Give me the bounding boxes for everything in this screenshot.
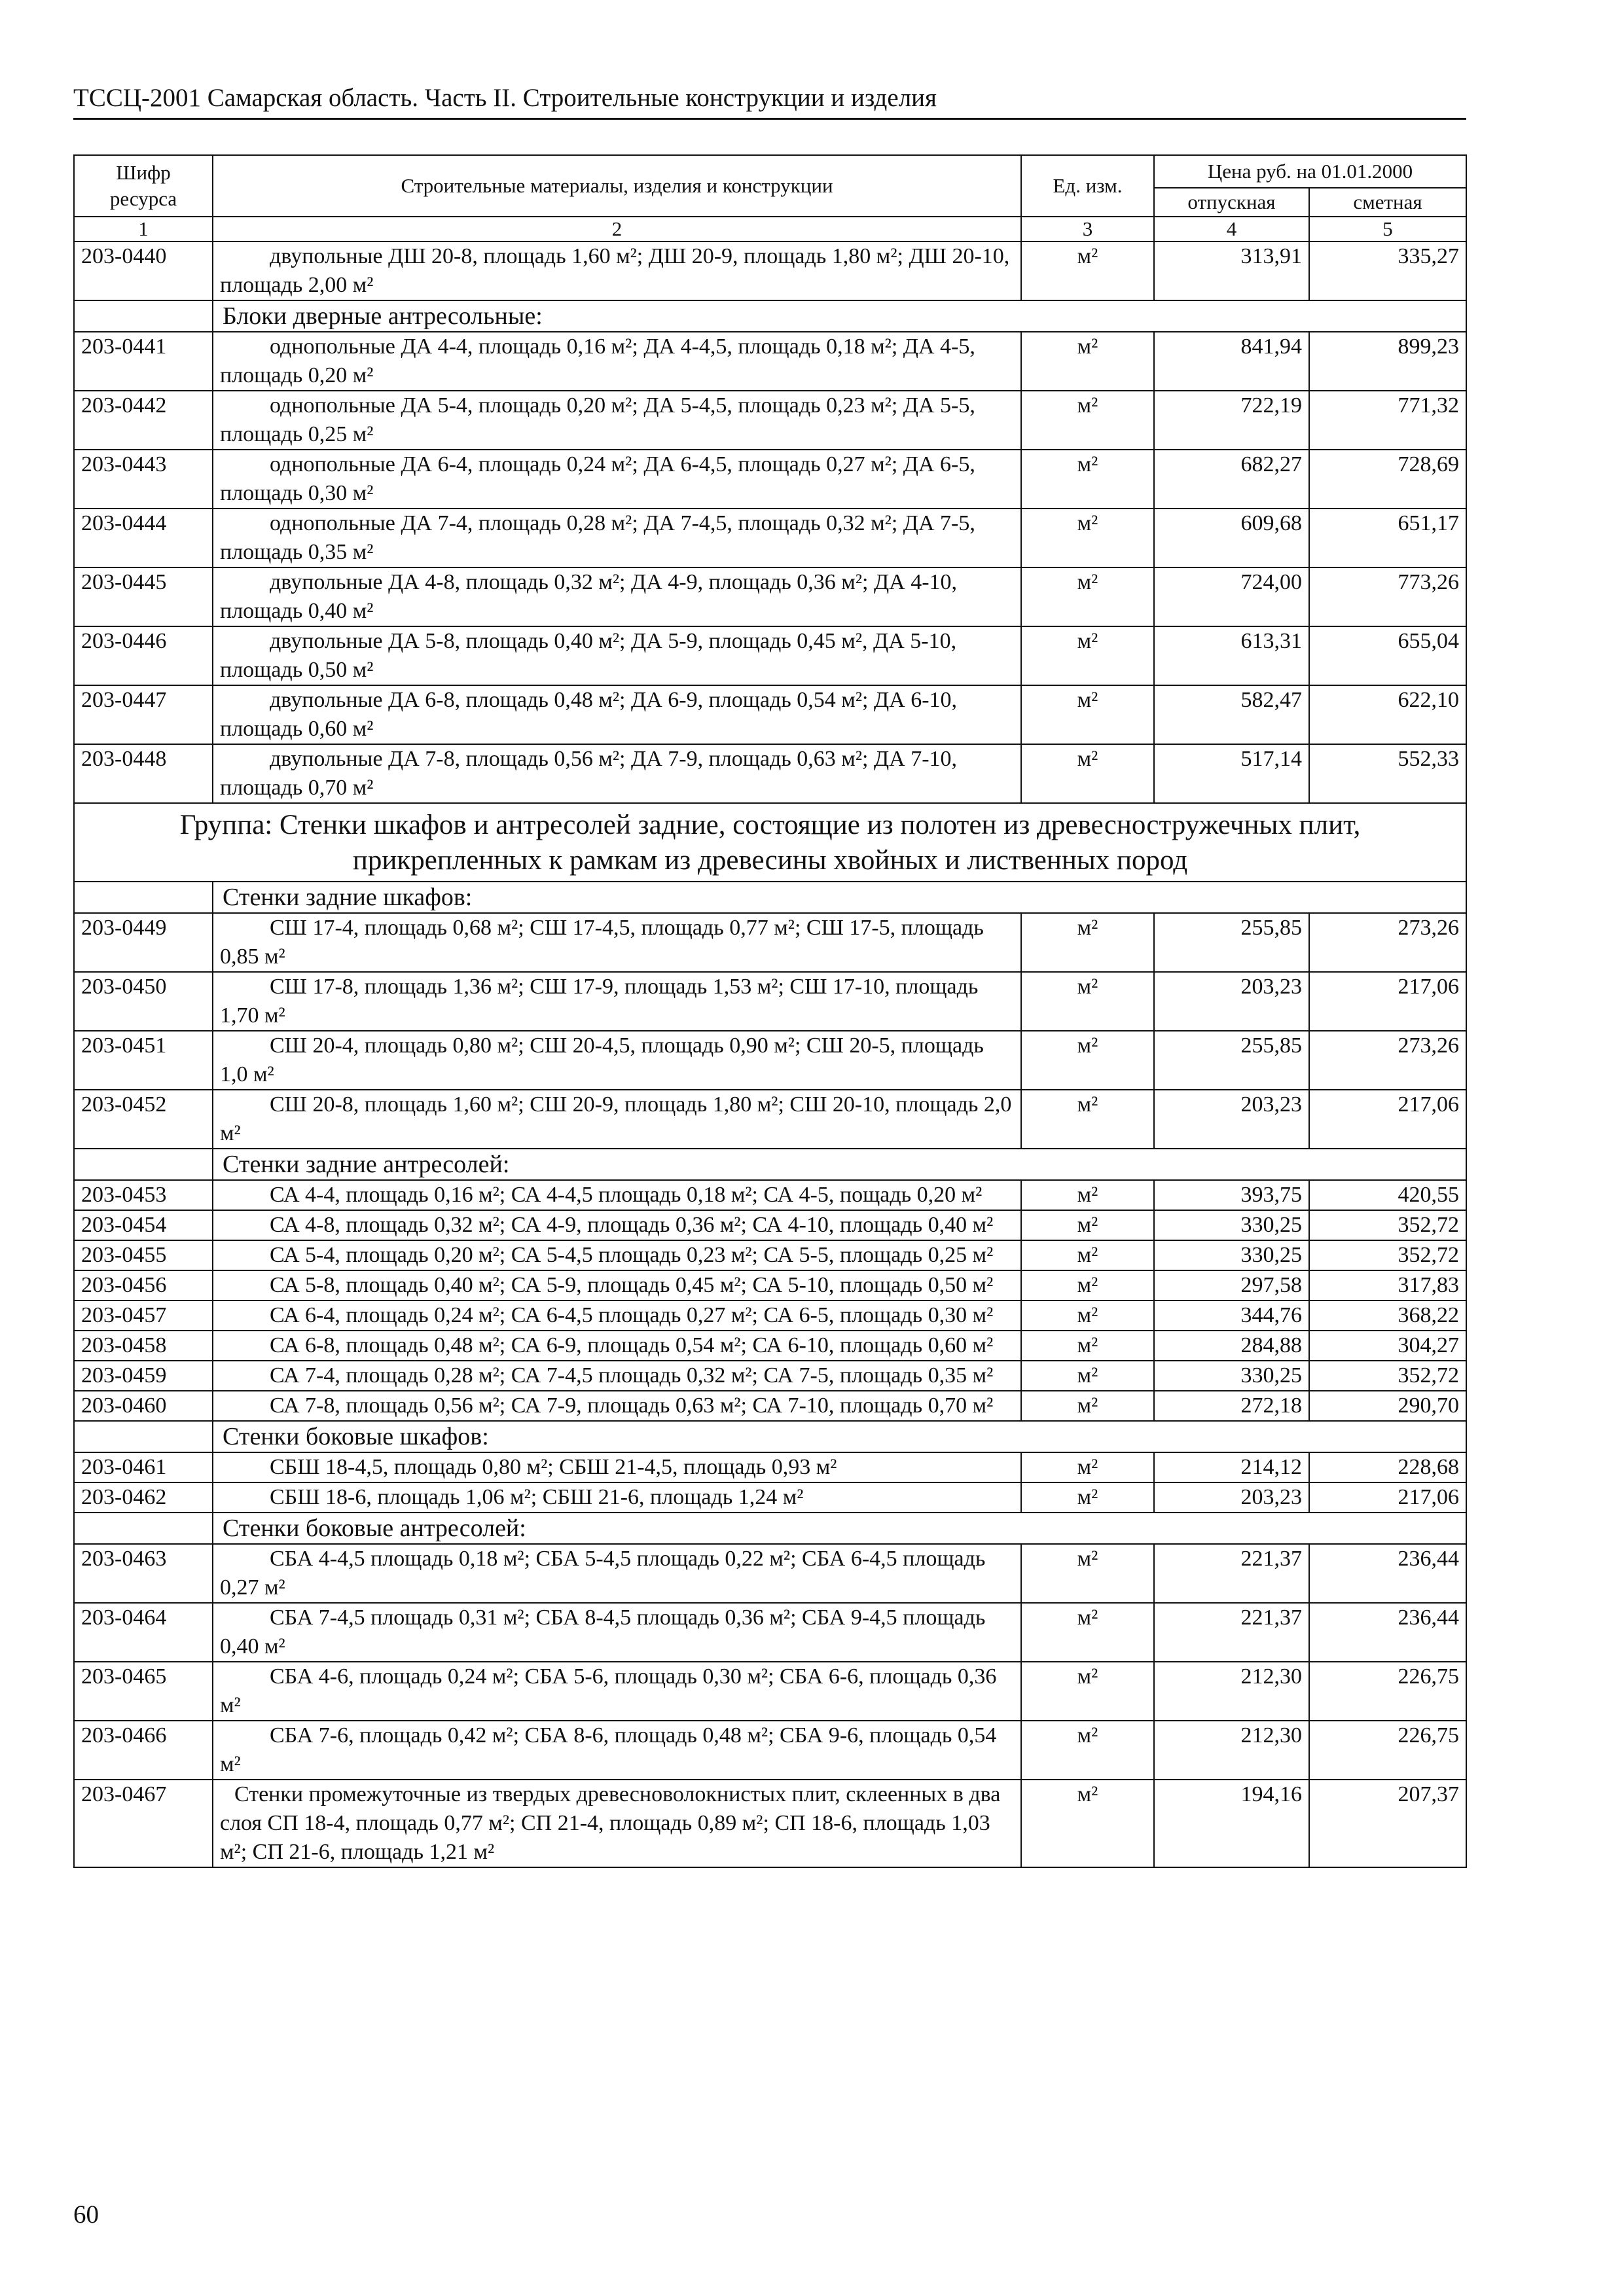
subheading-label: Стенки задние антресолей: — [213, 1149, 1466, 1180]
subheading-code-cell — [74, 1149, 213, 1180]
resource-code: 203-0445 — [74, 567, 213, 626]
estimate-price: 352,72 — [1309, 1240, 1466, 1270]
unit-of-measure: м² — [1021, 1361, 1154, 1391]
resource-description: СА 7-8, площадь 0,56 м²; СА 7-9, площадь 0,63 м²; СА 7-10, площадь 0,70 м² — [213, 1391, 1021, 1421]
header-release-price: отпускная — [1154, 188, 1309, 217]
estimate-price: 304,27 — [1309, 1331, 1466, 1361]
unit-of-measure: м² — [1021, 450, 1154, 509]
estimate-price: 622,10 — [1309, 685, 1466, 744]
resource-description: двупольные ДШ 20-8, площадь 1,60 м²; ДШ 20-9, площадь 1,80 м²; ДШ 20-10, площадь 2,00 м² — [213, 242, 1021, 300]
release-price: 284,88 — [1154, 1331, 1309, 1361]
resource-code: 203-0467 — [74, 1780, 213, 1867]
resource-code: 203-0462 — [74, 1482, 213, 1513]
header-price: Цена руб. на 01.01.2000 — [1154, 155, 1466, 188]
unit-of-measure: м² — [1021, 1603, 1154, 1662]
table-row — [74, 509, 1466, 567]
unit-of-measure: м² — [1021, 1180, 1154, 1210]
unit-of-measure: м² — [1021, 1452, 1154, 1482]
table-row — [74, 1300, 1466, 1331]
resource-code: 203-0459 — [74, 1361, 213, 1391]
resource-code: 203-0461 — [74, 1452, 213, 1482]
table-row — [74, 1603, 1466, 1662]
estimate-price: 352,72 — [1309, 1210, 1466, 1240]
subheading-row — [74, 1513, 1466, 1544]
unit-of-measure: м² — [1021, 1662, 1154, 1721]
resource-code: 203-0452 — [74, 1090, 213, 1149]
page-header — [73, 84, 1466, 120]
resource-code: 203-0458 — [74, 1331, 213, 1361]
table-row — [74, 1270, 1466, 1300]
release-price: 212,30 — [1154, 1721, 1309, 1780]
header-unit: Ед. изм. — [1021, 155, 1154, 217]
resource-code: 203-0464 — [74, 1603, 213, 1662]
release-price: 841,94 — [1154, 332, 1309, 391]
resource-description: СБА 4-6, площадь 0,24 м²; СБА 5-6, площадь 0,30 м²; СБА 6-6, площадь 0,36 м² — [213, 1662, 1021, 1721]
release-price: 313,91 — [1154, 242, 1309, 300]
unit-of-measure: м² — [1021, 1240, 1154, 1270]
release-price: 682,27 — [1154, 450, 1309, 509]
estimate-price: 651,17 — [1309, 509, 1466, 567]
resource-description: двупольные ДА 5-8, площадь 0,40 м²; ДА 5-9, площадь 0,45 м², ДА 5-10, площадь 0,50 м² — [213, 626, 1021, 685]
table-row — [74, 1090, 1466, 1149]
resource-code: 203-0453 — [74, 1180, 213, 1210]
unit-of-measure: м² — [1021, 567, 1154, 626]
resource-code: 203-0444 — [74, 509, 213, 567]
unit-of-measure: м² — [1021, 626, 1154, 685]
resource-code: 203-0441 — [74, 332, 213, 391]
subheading-label: Стенки боковые антресолей: — [213, 1513, 1466, 1544]
resource-description: СБА 7-4,5 площадь 0,31 м²; СБА 8-4,5 площадь 0,36 м²; СБА 9-4,5 площадь 0,40 м² — [213, 1603, 1021, 1662]
header-row — [74, 155, 1466, 188]
estimate-price: 352,72 — [1309, 1361, 1466, 1391]
resource-description: СШ 20-8, площадь 1,60 м²; СШ 20-9, площадь 1,80 м²; СШ 20-10, площадь 2,0 м² — [213, 1090, 1021, 1149]
page-number: 60 — [73, 2200, 99, 2229]
estimate-price: 420,55 — [1309, 1180, 1466, 1210]
estimate-price: 273,26 — [1309, 913, 1466, 972]
page-title: ТССЦ-2001 Самарская область. Часть II. Строительные конструкции и изделия — [73, 84, 937, 112]
unit-of-measure: м² — [1021, 1090, 1154, 1149]
subheading-label: Стенки задние шкафов: — [213, 882, 1466, 913]
release-price: 609,68 — [1154, 509, 1309, 567]
release-price: 203,23 — [1154, 1090, 1309, 1149]
resource-description: Стенки промежуточные из твердых древесноволокнистых плит, склеенных в два слоя СП 18-4, площадь 0,77 м²; СП 21-4, площадь 0,89 м²; СП 18-6, площадь 1,03 м²; СП 21-6, площадь 1,21 м² — [213, 1780, 1021, 1867]
subheading-row — [74, 1421, 1466, 1452]
subheading-code-cell — [74, 1513, 213, 1544]
unit-of-measure: м² — [1021, 1391, 1154, 1421]
table-row — [74, 972, 1466, 1031]
unit-of-measure: м² — [1021, 1300, 1154, 1331]
unit-of-measure: м² — [1021, 1331, 1154, 1361]
release-price: 330,25 — [1154, 1361, 1309, 1391]
unit-of-measure: м² — [1021, 391, 1154, 450]
resource-code: 203-0446 — [74, 626, 213, 685]
column-number: 3 — [1021, 217, 1154, 242]
unit-of-measure: м² — [1021, 744, 1154, 803]
unit-of-measure: м² — [1021, 509, 1154, 567]
unit-of-measure: м² — [1021, 1544, 1154, 1603]
unit-of-measure: м² — [1021, 1210, 1154, 1240]
estimate-price: 290,70 — [1309, 1391, 1466, 1421]
resource-code: 203-0443 — [74, 450, 213, 509]
table-row — [74, 1721, 1466, 1780]
unit-of-measure: м² — [1021, 1482, 1154, 1513]
resource-code: 203-0460 — [74, 1391, 213, 1421]
estimate-price: 552,33 — [1309, 744, 1466, 803]
release-price: 203,23 — [1154, 972, 1309, 1031]
release-price: 221,37 — [1154, 1544, 1309, 1603]
subheading-row — [74, 1149, 1466, 1180]
estimate-price: 273,26 — [1309, 1031, 1466, 1090]
unit-of-measure: м² — [1021, 332, 1154, 391]
table-row — [74, 1780, 1466, 1867]
table-row — [74, 1452, 1466, 1482]
table-body — [74, 242, 1466, 1867]
release-price: 517,14 — [1154, 744, 1309, 803]
unit-of-measure: м² — [1021, 1031, 1154, 1090]
table-row — [74, 450, 1466, 509]
release-price: 330,25 — [1154, 1240, 1309, 1270]
resource-description: СА 6-4, площадь 0,24 м²; СА 6-4,5 площадь 0,27 м²; СА 6-5, площадь 0,30 м² — [213, 1300, 1021, 1331]
resource-description: СБШ 18-4,5, площадь 0,80 м²; СБШ 21-4,5, площадь 0,93 м² — [213, 1452, 1021, 1482]
resource-description: однопольные ДА 7-4, площадь 0,28 м²; ДА 7-4,5, площадь 0,32 м²; ДА 7-5, площадь 0,35 м² — [213, 509, 1021, 567]
column-number-row — [74, 217, 1466, 242]
unit-of-measure: м² — [1021, 913, 1154, 972]
unit-of-measure: м² — [1021, 242, 1154, 300]
estimate-price: 317,83 — [1309, 1270, 1466, 1300]
group-heading-row — [74, 803, 1466, 882]
release-price: 582,47 — [1154, 685, 1309, 744]
release-price: 212,30 — [1154, 1662, 1309, 1721]
estimate-price: 899,23 — [1309, 332, 1466, 391]
release-price: 297,58 — [1154, 1270, 1309, 1300]
resource-code: 203-0457 — [74, 1300, 213, 1331]
resource-description: однопольные ДА 6-4, площадь 0,24 м²; ДА 6-4,5, площадь 0,27 м²; ДА 6-5, площадь 0,30 м² — [213, 450, 1021, 509]
resource-code: 203-0447 — [74, 685, 213, 744]
unit-of-measure: м² — [1021, 1721, 1154, 1780]
table-row — [74, 1662, 1466, 1721]
header-name: Строительные материалы, изделия и конструкции — [213, 155, 1021, 217]
resource-description: СА 4-4, площадь 0,16 м²; СА 4-4,5 площадь 0,18 м²; СА 4-5, пощадь 0,20 м² — [213, 1180, 1021, 1210]
table-row — [74, 567, 1466, 626]
table-row — [74, 1482, 1466, 1513]
resource-code: 203-0440 — [74, 242, 213, 300]
resource-code: 203-0451 — [74, 1031, 213, 1090]
release-price: 272,18 — [1154, 1391, 1309, 1421]
resource-description: СА 4-8, площадь 0,32 м²; СА 4-9, площадь 0,36 м²; СА 4-10, площадь 0,40 м² — [213, 1210, 1021, 1240]
release-price: 330,25 — [1154, 1210, 1309, 1240]
release-price: 194,16 — [1154, 1780, 1309, 1867]
estimate-price: 226,75 — [1309, 1721, 1466, 1780]
unit-of-measure: м² — [1021, 1270, 1154, 1300]
resource-code: 203-0450 — [74, 972, 213, 1031]
resource-code: 203-0454 — [74, 1210, 213, 1240]
table-row — [74, 685, 1466, 744]
resource-code: 203-0465 — [74, 1662, 213, 1721]
table-row — [74, 332, 1466, 391]
unit-of-measure: м² — [1021, 1780, 1154, 1867]
estimate-price: 217,06 — [1309, 1090, 1466, 1149]
header-estimate-price: сметная — [1309, 188, 1466, 217]
table-row — [74, 1391, 1466, 1421]
table-row — [74, 626, 1466, 685]
subheading-code-cell — [74, 300, 213, 332]
resource-description: СШ 20-4, площадь 0,80 м²; СШ 20-4,5, площадь 0,90 м²; СШ 20-5, площадь 1,0 м² — [213, 1031, 1021, 1090]
resource-code: 203-0449 — [74, 913, 213, 972]
subheading-row — [74, 300, 1466, 332]
resource-description: СШ 17-8, площадь 1,36 м²; СШ 17-9, площадь 1,53 м²; СШ 17-10, площадь 1,70 м² — [213, 972, 1021, 1031]
resource-code: 203-0456 — [74, 1270, 213, 1300]
table-row — [74, 1331, 1466, 1361]
resource-description: СБА 4-4,5 площадь 0,18 м²; СБА 5-4,5 площадь 0,22 м²; СБА 6-4,5 площадь 0,27 м² — [213, 1544, 1021, 1603]
table-row — [74, 1544, 1466, 1603]
estimate-price: 728,69 — [1309, 450, 1466, 509]
resource-description: двупольные ДА 4-8, площадь 0,32 м²; ДА 4-9, площадь 0,36 м²; ДА 4-10, площадь 0,40 м² — [213, 567, 1021, 626]
subheading-row — [74, 882, 1466, 913]
resource-description: однопольные ДА 4-4, площадь 0,16 м²; ДА 4-4,5, площадь 0,18 м²; ДА 4-5, площадь 0,20 м² — [213, 332, 1021, 391]
estimate-price: 226,75 — [1309, 1662, 1466, 1721]
resource-description: СА 6-8, площадь 0,48 м²; СА 6-9, площадь 0,54 м²; СА 6-10, площадь 0,60 м² — [213, 1331, 1021, 1361]
release-price: 203,23 — [1154, 1482, 1309, 1513]
release-price: 221,37 — [1154, 1603, 1309, 1662]
table-row — [74, 1361, 1466, 1391]
estimate-price: 236,44 — [1309, 1603, 1466, 1662]
release-price: 724,00 — [1154, 567, 1309, 626]
release-price: 393,75 — [1154, 1180, 1309, 1210]
subheading-code-cell — [74, 1421, 213, 1452]
table-row — [74, 242, 1466, 300]
table-row — [74, 1240, 1466, 1270]
resource-description: однопольные ДА 5-4, площадь 0,20 м²; ДА 5-4,5, площадь 0,23 м²; ДА 5-5, площадь 0,25 м² — [213, 391, 1021, 450]
unit-of-measure: м² — [1021, 685, 1154, 744]
column-number: 5 — [1309, 217, 1466, 242]
table-row — [74, 744, 1466, 803]
subheading-label: Стенки боковые шкафов: — [213, 1421, 1466, 1452]
table-row — [74, 913, 1466, 972]
subheading-label: Блоки дверные антресольные: — [213, 300, 1466, 332]
estimate-price: 773,26 — [1309, 567, 1466, 626]
resource-description: СА 5-8, площадь 0,40 м²; СА 5-9, площадь 0,45 м²; СА 5-10, площадь 0,50 м² — [213, 1270, 1021, 1300]
release-price: 255,85 — [1154, 913, 1309, 972]
group-heading: Группа: Стенки шкафов и антресолей задние, состоящие из полотен из древесностружечных плит, прикрепленных к рамкам из древесины хвойных и лиственных пород — [74, 803, 1466, 882]
estimate-price: 771,32 — [1309, 391, 1466, 450]
unit-of-measure: м² — [1021, 972, 1154, 1031]
estimate-price: 655,04 — [1309, 626, 1466, 685]
header-code: Шифр ресурса — [74, 155, 213, 217]
release-price: 613,31 — [1154, 626, 1309, 685]
release-price: 344,76 — [1154, 1300, 1309, 1331]
resource-description: двупольные ДА 6-8, площадь 0,48 м²; ДА 6-9, площадь 0,54 м²; ДА 6-10, площадь 0,60 м² — [213, 685, 1021, 744]
column-number: 4 — [1154, 217, 1309, 242]
estimate-price: 335,27 — [1309, 242, 1466, 300]
resource-code: 203-0455 — [74, 1240, 213, 1270]
column-number: 1 — [74, 217, 213, 242]
table-row — [74, 391, 1466, 450]
subheading-code-cell — [74, 882, 213, 913]
resource-code: 203-0448 — [74, 744, 213, 803]
resource-code: 203-0463 — [74, 1544, 213, 1603]
release-price: 255,85 — [1154, 1031, 1309, 1090]
resource-description: СБШ 18-6, площадь 1,06 м²; СБШ 21-6, площадь 1,24 м² — [213, 1482, 1021, 1513]
price-table — [73, 154, 1467, 1868]
table-row — [74, 1031, 1466, 1090]
estimate-price: 228,68 — [1309, 1452, 1466, 1482]
resource-code: 203-0442 — [74, 391, 213, 450]
resource-description: двупольные ДА 7-8, площадь 0,56 м²; ДА 7-9, площадь 0,63 м²; ДА 7-10, площадь 0,70 м² — [213, 744, 1021, 803]
resource-description: СБА 7-6, площадь 0,42 м²; СБА 8-6, площадь 0,48 м²; СБА 9-6, площадь 0,54 м² — [213, 1721, 1021, 1780]
estimate-price: 368,22 — [1309, 1300, 1466, 1331]
resource-description: СА 5-4, площадь 0,20 м²; СА 5-4,5 площадь 0,23 м²; СА 5-5, площадь 0,25 м² — [213, 1240, 1021, 1270]
resource-description: СА 7-4, площадь 0,28 м²; СА 7-4,5 площадь 0,32 м²; СА 7-5, площадь 0,35 м² — [213, 1361, 1021, 1391]
table-row — [74, 1180, 1466, 1210]
release-price: 214,12 — [1154, 1452, 1309, 1482]
resource-code: 203-0466 — [74, 1721, 213, 1780]
estimate-price: 207,37 — [1309, 1780, 1466, 1867]
table-row — [74, 1210, 1466, 1240]
resource-description: СШ 17-4, площадь 0,68 м²; СШ 17-4,5, площадь 0,77 м²; СШ 17-5, площадь 0,85 м² — [213, 913, 1021, 972]
column-number: 2 — [213, 217, 1021, 242]
estimate-price: 217,06 — [1309, 1482, 1466, 1513]
release-price: 722,19 — [1154, 391, 1309, 450]
estimate-price: 217,06 — [1309, 972, 1466, 1031]
estimate-price: 236,44 — [1309, 1544, 1466, 1603]
